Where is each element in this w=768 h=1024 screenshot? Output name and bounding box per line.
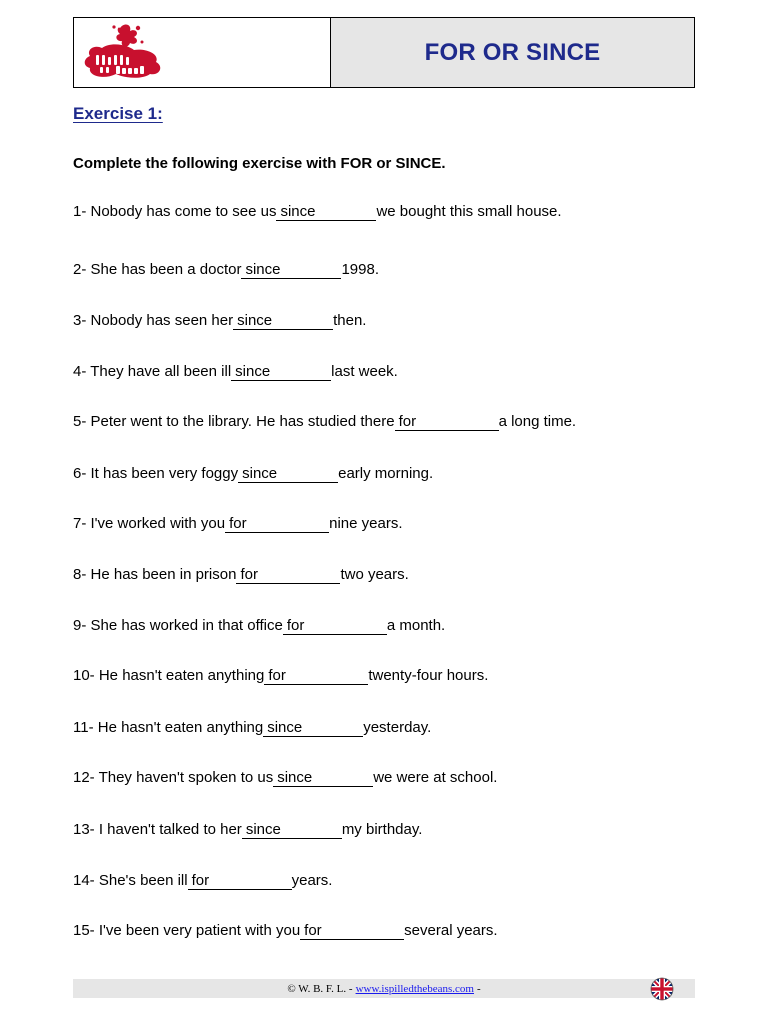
- item-text-before: 4- They have all been ill: [73, 363, 232, 380]
- item-text-before: 7- I've worked with you: [73, 515, 226, 532]
- answer-blank: since: [273, 770, 373, 787]
- exercise-item-15: [73, 922, 498, 940]
- exercise-item-2: [73, 261, 379, 279]
- exercise-item-3: [73, 312, 366, 330]
- answer-blank: since: [231, 364, 331, 381]
- answer-blank: for: [188, 873, 292, 890]
- spilled-the-beans-logo: [80, 22, 170, 84]
- item-text-after: two years.: [340, 566, 409, 583]
- item-text-before: 5- Peter went to the library. He has studied there: [73, 413, 395, 430]
- uk-flag-icon: [650, 977, 674, 1001]
- item-text-before: 6- It has been very foggy: [73, 465, 239, 482]
- footer-suffix: -: [477, 982, 481, 995]
- footer-website-link[interactable]: www.ispilledthebeans.com: [355, 982, 474, 995]
- exercise-item-11: [73, 719, 431, 737]
- title-cell: [331, 18, 694, 87]
- header-box: [73, 17, 695, 88]
- item-text-after: several years.: [404, 922, 498, 939]
- answer-blank: since: [242, 822, 342, 839]
- item-text-before: 2- She has been a doctor: [73, 261, 242, 278]
- answer-blank: for: [236, 567, 340, 584]
- item-text-before: 3- Nobody has seen her: [73, 312, 234, 329]
- item-text-after: 1998.: [341, 261, 379, 278]
- item-text-after: a month.: [386, 617, 446, 634]
- item-text-before: 9- She has worked in that office: [73, 617, 283, 634]
- exercise-item-12: [73, 769, 497, 787]
- item-text-before: 13- I haven't talked to her: [73, 821, 242, 838]
- exercise-item-13: [73, 821, 422, 839]
- instructions: Complete the following exercise with FOR or SINCE.: [73, 155, 446, 172]
- exercise-item-7: [73, 515, 402, 533]
- item-text-after: nine years.: [329, 515, 403, 532]
- exercise-item-10: [73, 667, 488, 685]
- item-text-before: 1- Nobody has come to see us: [73, 203, 277, 220]
- exercise-item-9: [73, 617, 445, 635]
- exercise-item-5: [73, 413, 576, 431]
- answer-blank: for: [395, 414, 499, 431]
- item-text-before: 8- He has been in prison: [73, 566, 237, 583]
- item-text-before: 11- He hasn't eaten anything: [73, 719, 264, 736]
- logo-cell: [74, 18, 331, 87]
- item-text-before: 12- They haven't spoken to us: [73, 769, 274, 786]
- item-text-after: twenty-four hours.: [368, 667, 489, 684]
- answer-blank: since: [233, 313, 333, 330]
- item-text-before: 15- I've been very patient with you: [73, 922, 301, 939]
- answer-blank: for: [300, 923, 404, 940]
- answer-blank: since: [263, 720, 363, 737]
- exercise-item-14: [73, 872, 332, 890]
- item-text-after: my birthday.: [341, 821, 423, 838]
- item-text-before: 10- He hasn't eaten anything: [73, 667, 265, 684]
- item-text-after: years.: [291, 872, 333, 889]
- answer-blank: for: [264, 668, 368, 685]
- page-title: FOR OR SINCE: [424, 38, 601, 66]
- answer-blank: for: [225, 516, 329, 533]
- item-text-after: yesterday.: [363, 719, 432, 736]
- item-text-before: 14- She's been ill: [73, 872, 188, 889]
- item-text-after: last week.: [331, 363, 398, 380]
- item-text-after: a long time.: [498, 413, 577, 430]
- item-text-after: early morning.: [338, 465, 434, 482]
- item-text-after: we were at school.: [373, 769, 498, 786]
- item-text-after: then.: [333, 312, 367, 329]
- item-text-after: we bought this small house.: [376, 203, 562, 220]
- exercise-heading: Exercise 1:: [73, 104, 163, 123]
- exercise-item-6: [73, 465, 433, 483]
- answer-blank: for: [283, 618, 387, 635]
- answer-blank: since: [276, 204, 376, 221]
- exercise-item-1: [73, 203, 562, 221]
- answer-blank: since: [238, 466, 338, 483]
- answer-blank: since: [241, 262, 341, 279]
- exercise-item-4: [73, 363, 398, 381]
- footer-bar: [73, 979, 695, 998]
- exercise-item-8: [73, 566, 409, 584]
- footer-copyright: © W. B. F. L. -: [287, 982, 353, 995]
